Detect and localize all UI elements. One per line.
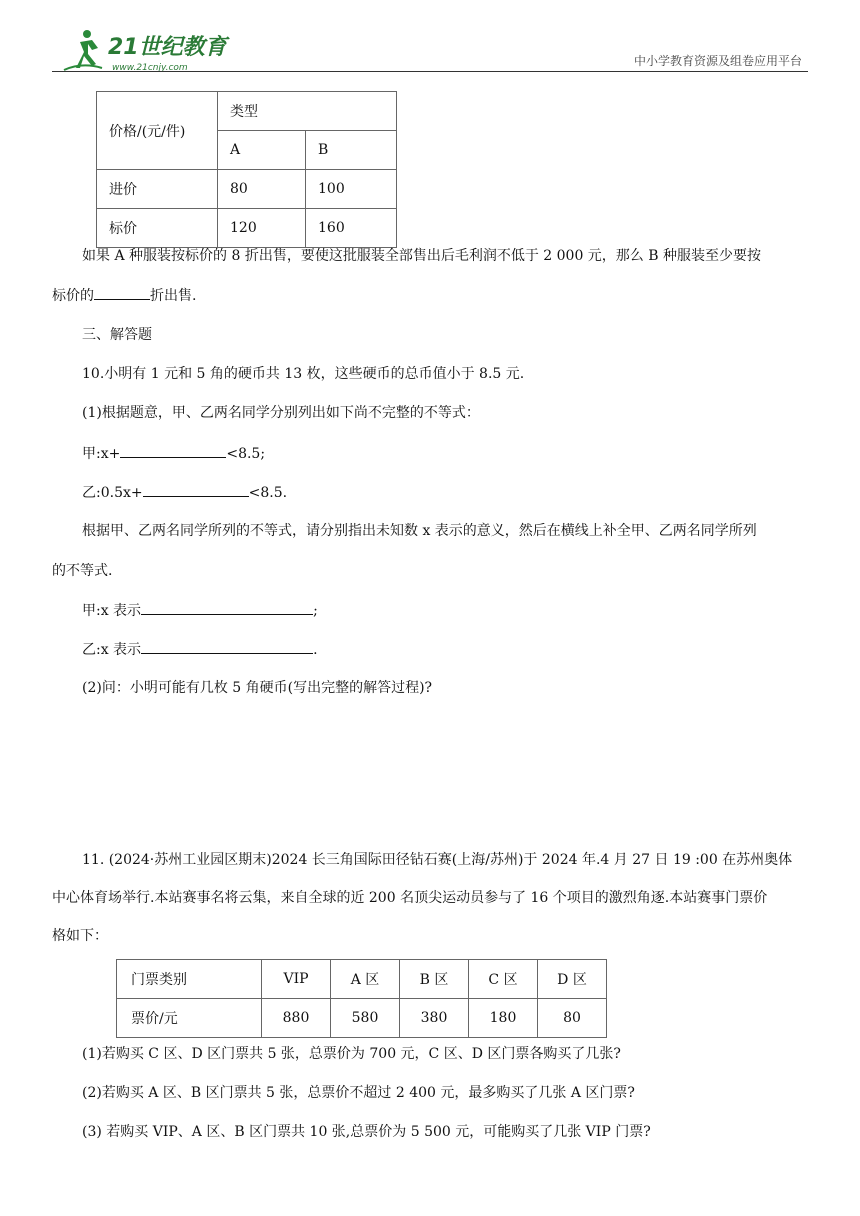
q10-stem: 10.小明有 1 元和 5 角的硬币共 13 枚，这些硬币的总币值小于 8.5 元. bbox=[82, 366, 525, 382]
answer-blank[interactable] bbox=[141, 600, 313, 615]
table-col-b: B bbox=[306, 131, 397, 170]
cell-value: 160 bbox=[306, 209, 397, 248]
table-row bbox=[117, 960, 607, 999]
answer-blank[interactable] bbox=[120, 443, 226, 458]
answer-blank[interactable] bbox=[94, 285, 150, 300]
logo-text: 21世纪教育 bbox=[108, 35, 227, 60]
q9-text: 折出售. bbox=[150, 288, 197, 304]
page-header bbox=[0, 0, 860, 80]
table-col-a: A bbox=[218, 131, 306, 170]
section-heading: 三、解答题 bbox=[82, 327, 152, 343]
text: <8.5. bbox=[248, 485, 288, 501]
ticket-table bbox=[116, 959, 607, 1038]
cell-value: 120 bbox=[218, 209, 306, 248]
q10-jia-inequality bbox=[82, 443, 265, 464]
text: ; bbox=[313, 603, 318, 619]
cell-value: 80 bbox=[218, 170, 306, 209]
q10-jia-meaning bbox=[82, 600, 318, 621]
q11-part2: (2)若购买 A 区、B 区门票共 5 张，总票价不超过 2 400 元，最多购买了几张 A 区门票? bbox=[82, 1085, 635, 1101]
answer-blank[interactable] bbox=[141, 639, 313, 654]
table-row bbox=[117, 999, 607, 1038]
q10-part2: (2)问：小明可能有几枚 5 角硬币(写出完整的解答过程)? bbox=[82, 680, 433, 696]
logo bbox=[62, 28, 232, 74]
text: 甲:x 表示 bbox=[82, 603, 142, 619]
ticket-col: D 区 bbox=[538, 960, 607, 999]
q10-yi-inequality bbox=[82, 482, 287, 503]
q9-text: 标价的 bbox=[52, 288, 94, 304]
ticket-price: 580 bbox=[331, 999, 400, 1038]
ticket-col: C 区 bbox=[469, 960, 538, 999]
answer-blank[interactable] bbox=[143, 482, 249, 497]
text: 乙:0.5x+ bbox=[82, 485, 143, 501]
text: 乙:x 表示 bbox=[82, 642, 142, 658]
ticket-col: VIP bbox=[262, 960, 331, 999]
q10-part1: (1)根据题意，甲、乙两名同学分别列出如下尚不完整的不等式： bbox=[82, 405, 480, 421]
header-tagline: 中小学教育资源及组卷应用平台 bbox=[633, 54, 802, 68]
text: 甲:x+ bbox=[82, 446, 121, 462]
header-divider bbox=[52, 71, 808, 72]
q11-part1: (1)若购买 C 区、D 区门票共 5 张，总票价为 700 元，C 区、D 区门票各购买了几张? bbox=[82, 1046, 621, 1062]
q10-yi-meaning bbox=[82, 639, 318, 660]
q11-line1: 11. (2024·苏州工业园区期末)2024 长三角国际田径钻石赛(上海/苏州)于 2024 年.4 月 27 日 19 :00 在苏州奥体 bbox=[82, 852, 793, 868]
q11-line2: 中心体育场举行.本站赛事名将云集，来自全球的近 200 名顶尖运动员参与了 16 个项目的激烈角逐.本站赛事门票价 bbox=[52, 890, 768, 906]
text: . bbox=[313, 642, 318, 658]
q10-desc-line2: 的不等式. bbox=[52, 563, 113, 579]
q9-line2 bbox=[52, 285, 196, 306]
ticket-price: 880 bbox=[262, 999, 331, 1038]
ticket-col: B 区 bbox=[400, 960, 469, 999]
ticket-col: A 区 bbox=[331, 960, 400, 999]
table-type-header: 类型 bbox=[218, 92, 397, 131]
runner-icon bbox=[64, 30, 102, 70]
table-row bbox=[97, 170, 397, 209]
price-table bbox=[96, 91, 397, 248]
q10-desc-line1: 根据甲、乙两名同学所列的不等式，请分别指出未知数 x 表示的意义，然后在横线上补全甲、乙两名同学所列 bbox=[82, 523, 757, 539]
row-label: 标价 bbox=[97, 209, 218, 248]
row-label: 进价 bbox=[97, 170, 218, 209]
table-row bbox=[97, 209, 397, 248]
ticket-row-label: 票价/元 bbox=[117, 999, 262, 1038]
table-corner-label: 价格/(元/件) bbox=[97, 92, 218, 170]
ticket-price: 380 bbox=[400, 999, 469, 1038]
q11-part3: (3) 若购买 VIP、A 区、B 区门票共 10 张,总票价为 5 500 元，可能购买了几张 VIP 门票? bbox=[82, 1124, 651, 1140]
text: <8.5; bbox=[226, 446, 266, 462]
ticket-head-label: 门票类别 bbox=[117, 960, 262, 999]
cell-value: 100 bbox=[306, 170, 397, 209]
ticket-price: 180 bbox=[469, 999, 538, 1038]
logo-url: www.21cnjy.com bbox=[112, 63, 188, 73]
q9-line1: 如果 A 种服装按标价的 8 折出售，要使这批服装全部售出后毛利润不低于 2 000 元，那么 B 种服装至少要按 bbox=[82, 248, 761, 264]
q11-line3: 格如下： bbox=[52, 928, 108, 944]
ticket-price: 80 bbox=[538, 999, 607, 1038]
